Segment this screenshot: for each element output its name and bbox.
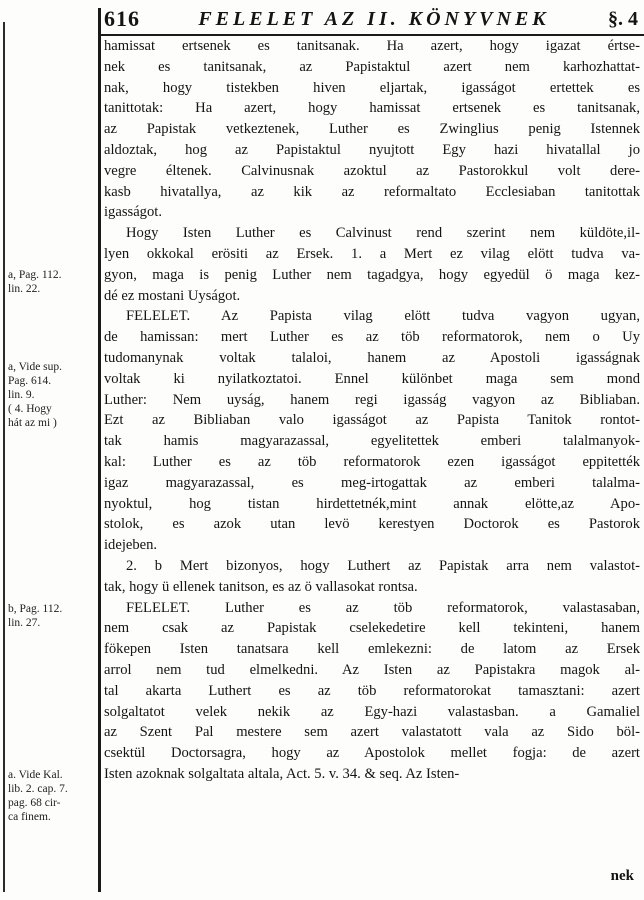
- text-line: solgaltatot velek nekik az Egy-hazi valastasban. a Gamaliel: [104, 703, 640, 720]
- text-line: tak hamis magyarazassal, egyelitettek emberi talalmanyok-: [104, 433, 640, 450]
- margin-note: [8, 602, 96, 630]
- text-line: vegre éltenek. Calvinusnak azoktul az Pastorokkul volt dere-: [104, 162, 640, 179]
- text-line: idejeben.: [104, 537, 158, 554]
- text-line: Ezt az Bibliaban valo igasságot az Papista Tanitok rontot-: [104, 412, 640, 429]
- text-line: FELELET. Luther es az töb reformatorok, valastasaban,: [126, 599, 640, 616]
- margin-note: [8, 268, 96, 296]
- text-line: Luther: Nem uyság, hanem regi igasság vagyon az Bibliaban.: [104, 391, 640, 408]
- text-line: hamissat ertsenek es tanitsanak. Ha azert, hogy igazat értse-: [104, 38, 640, 54]
- text-line: nek es tanitsanak, az Papistaktul azert nem karhozhattat-: [104, 58, 640, 75]
- margin-note-line: a, Pag. 112.: [8, 269, 62, 281]
- text-line: Hogy Isten Luther es Calvinust rend szerint nem küldöte,il-: [126, 225, 640, 242]
- margin-note-line: a. Vide Kal.: [8, 769, 63, 781]
- margin-note-line: b, Pag. 112.: [8, 603, 63, 615]
- text-line: az Papistak vetkeztenek, Luther es Zwinglius penig Istennek: [104, 121, 640, 138]
- margin-note-line: ca finem.: [8, 811, 51, 823]
- page-number: 616: [104, 6, 140, 31]
- body-text: [104, 36, 640, 785]
- text-line: voltak ki nyilatkoztatoi. Ennel különbet maga sem mond: [104, 370, 640, 387]
- margin-note-line: pag. 68 cir-: [8, 797, 61, 809]
- left-edge-rule: [3, 22, 5, 892]
- running-title: FELELET AZ II. KÖNYVNEK: [198, 7, 550, 30]
- text-line: nak, hogy tistekben hiven eljartak, igasságot ertettek es: [104, 79, 640, 96]
- section-mark: §. 4: [607, 7, 638, 30]
- margin-note-line: ( 4. Hogy: [8, 403, 52, 415]
- text-line: arrol nem tud elmelkedni. Az Isten az Papistakra magok al-: [104, 661, 640, 678]
- margin-note-line: lin. 27.: [8, 617, 41, 629]
- text-line: aldoztak, hog az Papistaktul nyujtott Egy hazi hivatallal jo: [104, 141, 640, 158]
- margin-note-line: lin. 9.: [8, 389, 35, 401]
- text-line: FELELET. Az Papista vilag elött tudva vagyon ugyan,: [126, 308, 640, 325]
- running-header: [104, 4, 638, 34]
- text-line: tal akarta Luthert es az töb reformatorokat tamasztani: azert: [104, 682, 640, 699]
- text-line: stolok, es azok utan levö kerestyen Doctorok es Pastorok: [104, 516, 640, 533]
- margin-divider-rule: [98, 8, 101, 892]
- text-line: az Szent Pal mestere sem azert valastatott vala az Sido böl-: [104, 724, 640, 741]
- margin-note-line: a, Vide sup.: [8, 361, 63, 373]
- text-line: nem csak az Papistak cselekedetire kell tekinteni, hanem: [104, 620, 640, 637]
- text-line: gyon, maga is penig Luther nem tagadgya, hogy egyedül ö maga kez-: [104, 266, 640, 283]
- margin-note-line: lib. 2. cap. 7.: [8, 783, 68, 795]
- text-line: igaz magyarazassal, es meg-irtogattak az emberi talalma-: [104, 474, 640, 491]
- margin-note-line: lin. 22.: [8, 283, 41, 295]
- text-line: dé ez mostani Uyságot.: [104, 287, 241, 304]
- text-line: tanittotak: Ha azert, hogy hamissat ertsenek es tanitsanak,: [104, 100, 640, 117]
- margin-note-line: hát az mi ): [8, 417, 57, 429]
- text-line: fökepen Isten tanatsara kell emlekezni: de latom az Ersek: [104, 641, 640, 658]
- text-line: Isten azoknak solgaltata altala, Act. 5. v. 34. & seq. Az Isten-: [104, 765, 460, 782]
- text-line: lyen okkokal erösiti az Ersek. 1. a Mert ez vilag elött tudva va-: [104, 245, 640, 262]
- text-line: kal: Luther es az töb reformatorok ezen igasságot eppitették: [104, 453, 640, 470]
- margin-note: [8, 360, 96, 430]
- text-line: de hamissan: mert Luther es az töb reformatorok, nem o Uy: [104, 329, 640, 346]
- catchword: nek: [610, 868, 634, 884]
- text-line: tudomanynak voltak talaloi, hanem az Apostoli igasságnak: [104, 349, 640, 366]
- text-line: tak, hogy ü ellenek tanitson, es az ö vallasokat rontsa.: [104, 578, 418, 595]
- text-line: 2. b Mert bizonyos, hogy Luthert az Papistak arra nem valastot-: [126, 557, 640, 574]
- text-line: igasságot.: [104, 204, 162, 221]
- text-line: nyoktul, hog tistan hirdettetnék,mint annak elötte,az Apo-: [104, 495, 640, 512]
- margin-note: [8, 768, 96, 824]
- margin-note-line: Pag. 614.: [8, 375, 52, 387]
- text-line: kasb hivatallya, az kik az reformaltato Ecclesiaban tanitottak: [104, 183, 640, 200]
- text-line: csektül Doctorsagra, hogy az Apostolok mellet fogja: de azert: [104, 745, 640, 762]
